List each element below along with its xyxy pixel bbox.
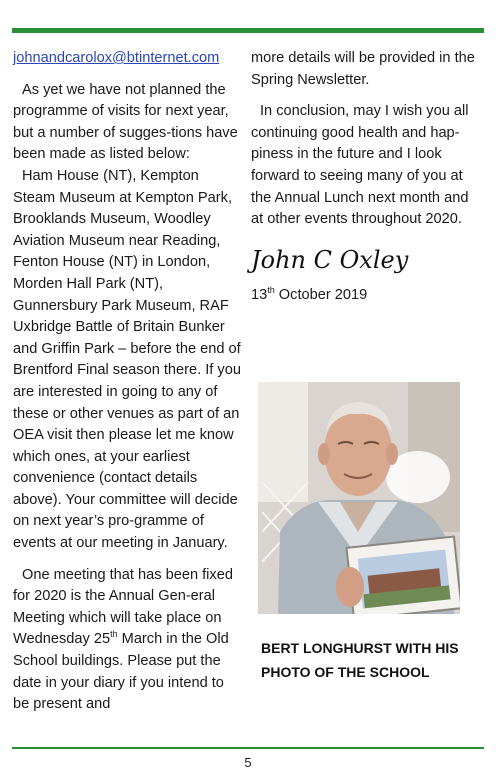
email-link[interactable]: johnandcarolox@btinternet.com: [13, 50, 220, 66]
top-rule: [12, 28, 484, 33]
date-day: 13: [251, 286, 268, 303]
paragraph-conclusion: In conclusion, may I wish you all continuing good health and hap-piness in the future and I look forward to seeing many of you at the Annual Lunch next month and at other events throughout 2020.: [251, 103, 469, 228]
school-photo-frame: [347, 537, 460, 614]
signature: John C Oxley: [251, 245, 409, 274]
paragraph-venues: Ham House (NT), Kempton Steam Museum at Kempton Park, Brooklands Museum, Woodley Aviation Museum near Reading, Fenton House (NT) in London, Morden Hall Park (NT), Gunnersbury Park Museum, RAF Uxbridge Battle of Britain Bunker and Griffin Park – before the end of Brentford Final season there. If you are interested in going to any of these or other venues as part of an OEA visit then please let me know which ones, at your earliest convenience (contact details above). Your committee will decide on next year’s pro-gramme of events at our meeting in January.: [13, 167, 241, 552]
date-month-year: October 2019: [274, 286, 368, 303]
agm-date-suffix: th: [110, 629, 118, 640]
right-column: [251, 48, 479, 306]
agm-text-end: March in the Old School buildings. Please put the date in your diary if you intend to be present and: [13, 631, 229, 713]
paragraph-visits: As yet we have not planned the programme of visits for next year, but a number of sugges-tions have been made as listed below:: [13, 81, 238, 163]
left-column: [13, 48, 241, 716]
bottom-rule: [12, 747, 484, 749]
photo-bert-longhurst: [258, 382, 460, 614]
agm-text-start: One meeting that has been fixed for 2020 is the Annual Gen-eral Meeting which will take place on Wednesday 25: [13, 566, 233, 648]
letter-date: [251, 285, 479, 307]
date-suffix: th: [267, 284, 275, 295]
page-number: 5: [244, 755, 252, 770]
paragraph-newsletter: more details will be provided in the Spring Newsletter.: [251, 50, 475, 88]
photo-illustration: [258, 382, 460, 614]
photo-caption: BERT LONGHURST WITH HIS PHOTO OF THE SCHOOL: [261, 640, 459, 680]
paragraph-agm: [13, 565, 241, 716]
